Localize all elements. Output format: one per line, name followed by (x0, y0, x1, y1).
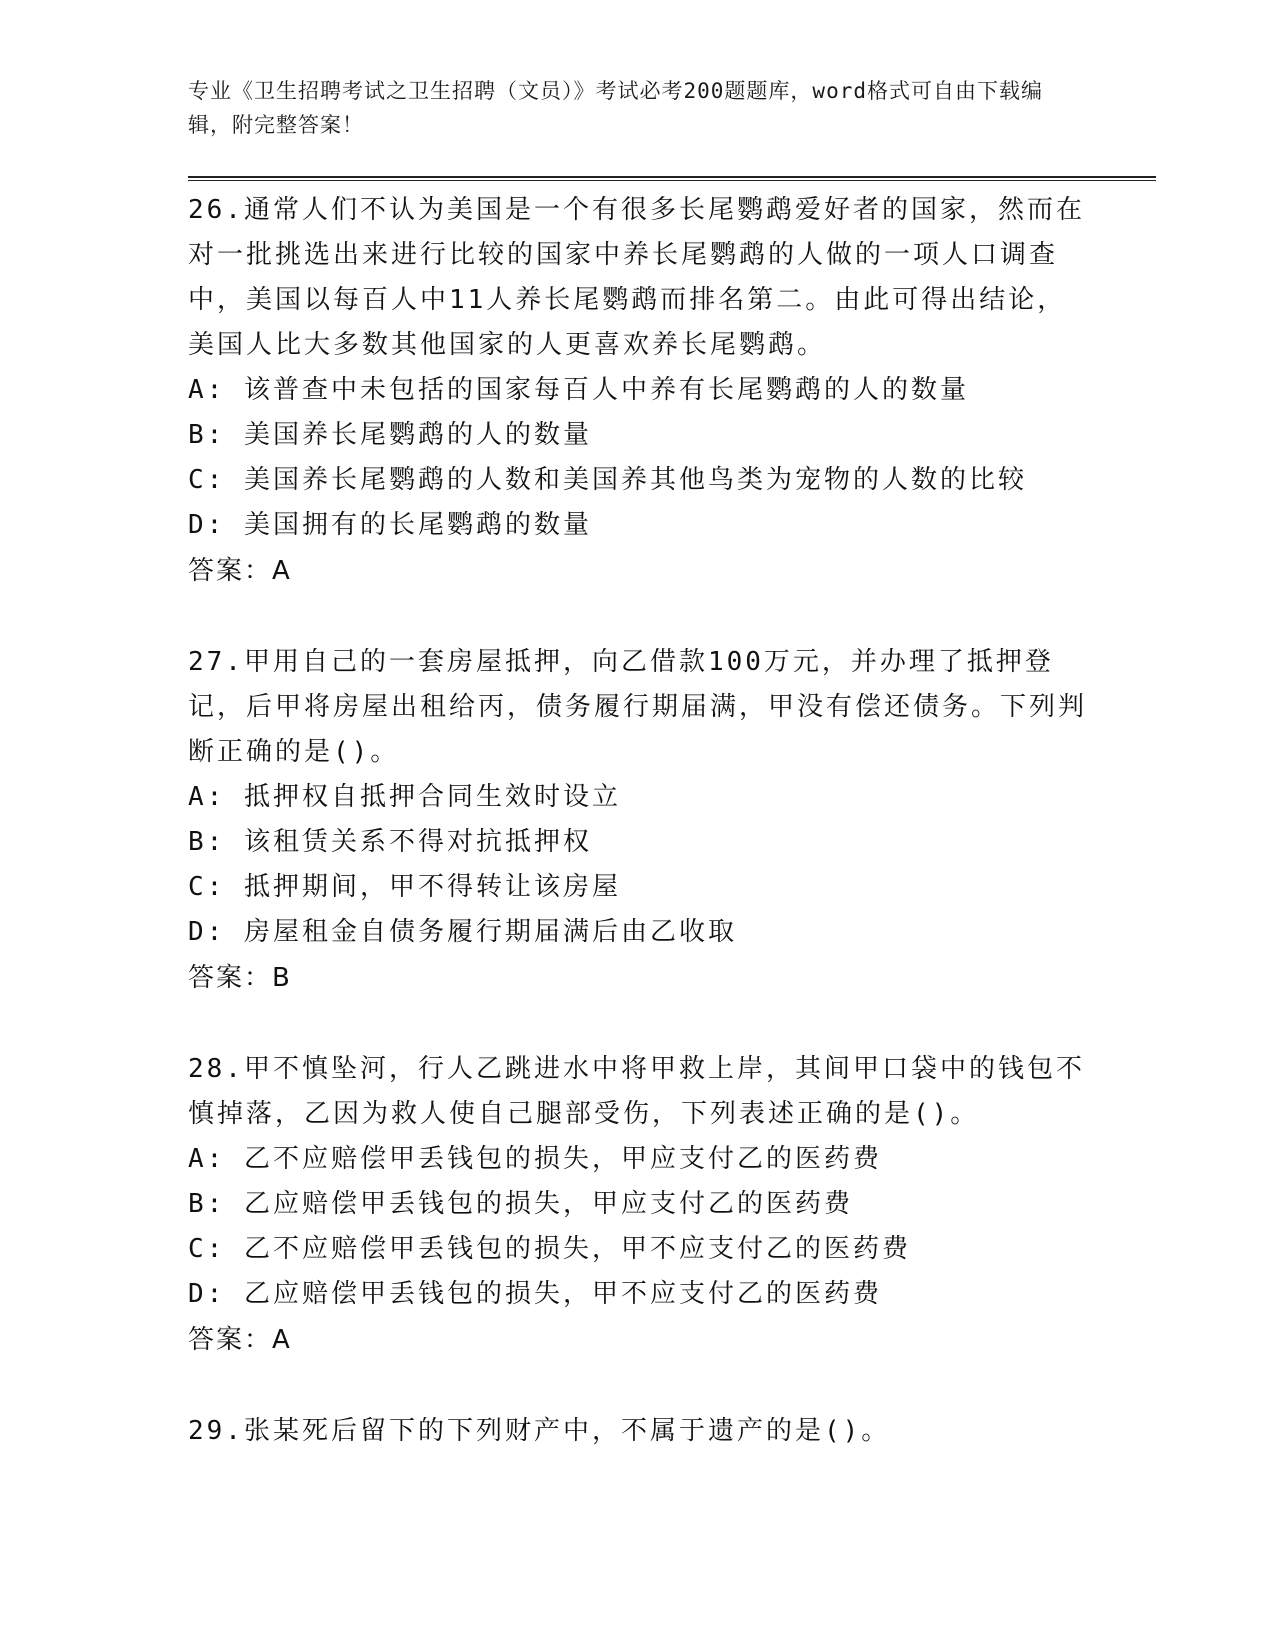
question-28 (188, 1047, 1088, 1363)
option-c: C: 乙不应赔偿甲丢钱包的损失，甲不应支付乙的医药费 (188, 1234, 911, 1264)
answer: 答案：A (188, 1325, 292, 1355)
question-stem: 27.甲用自己的一套房屋抵押，向乙借款100万元，并办理了抵押登记，后甲将房屋出租给丙，债务履行期届满，甲没有偿还债务。下列判断正确的是()。 (188, 647, 1088, 767)
question-26 (188, 188, 1088, 594)
option-d: D: 房屋租金自债务履行期届满后由乙收取 (188, 917, 737, 947)
option-c: C: 抵押期间，甲不得转让该房屋 (188, 872, 621, 902)
document-header: 专业《卫生招聘考试之卫生招聘（文员）》考试必考200题题库，word格式可自由下载编辑，附完整答案！ (188, 79, 1043, 137)
header-divider (188, 176, 1156, 181)
answer: 答案：A (188, 556, 292, 586)
option-b: B: 美国养长尾鹦鹉的人的数量 (188, 420, 592, 450)
option-b: B: 该租赁关系不得对抗抵押权 (188, 827, 592, 857)
answer: 答案：B (188, 963, 292, 993)
question-stem: 29.张某死后留下的下列财产中，不属于遗产的是()。 (188, 1416, 891, 1446)
option-c: C: 美国养长尾鹦鹉的人数和美国养其他鸟类为宠物的人数的比较 (188, 465, 1027, 495)
option-d: D: 美国拥有的长尾鹦鹉的数量 (188, 510, 592, 540)
option-a: A: 抵押权自抵押合同生效时设立 (188, 782, 621, 812)
question-29 (188, 1409, 1088, 1454)
question-stem: 28.甲不慎坠河，行人乙跳进水中将甲救上岸，其间甲口袋中的钱包不慎掉落，乙因为救人使自己腿部受伤，下列表述正确的是()。 (188, 1054, 1085, 1129)
question-27 (188, 640, 1088, 1001)
option-d: D: 乙应赔偿甲丢钱包的损失，甲不应支付乙的医药费 (188, 1279, 882, 1309)
option-b: B: 乙应赔偿甲丢钱包的损失，甲应支付乙的医药费 (188, 1189, 853, 1219)
option-a: A: 乙不应赔偿甲丢钱包的损失，甲应支付乙的医药费 (188, 1144, 882, 1174)
option-a: A: 该普查中未包括的国家每百人中养有长尾鹦鹉的人的数量 (188, 375, 969, 405)
question-stem: 26.通常人们不认为美国是一个有很多长尾鹦鹉爱好者的国家，然而在对一批挑选出来进行比较的国家中养长尾鹦鹉的人做的一项人口调查中，美国以每百人中11人养长尾鹦鹉而排名第二。由此可得出结论，美国人比大多数其他国家的人更喜欢养长尾鹦鹉。 (188, 195, 1085, 360)
question-list (188, 188, 1088, 1500)
